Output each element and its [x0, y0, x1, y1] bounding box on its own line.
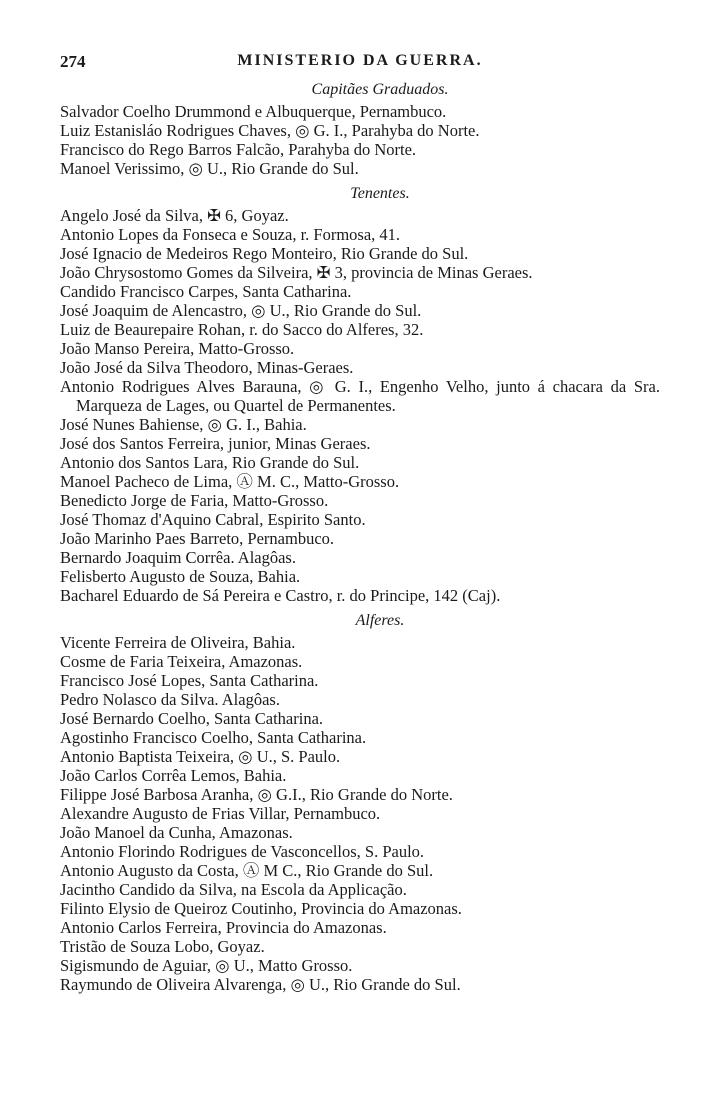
list-item: Felisberto Augusto de Souza, Bahia.: [60, 567, 301, 586]
list-item: Antonio Baptista Teixeira, ◎ U., S. Paulo.: [60, 747, 341, 766]
list-item: Bacharel Eduardo de Sá Pereira e Castro, r. do Principe, 142 (Caj).: [60, 586, 501, 605]
list-item: Francisco José Lopes, Santa Catharina.: [60, 671, 319, 690]
list-item: José Ignacio de Medeiros Rego Monteiro, Rio Grande do Sul.: [60, 244, 469, 263]
page-number: 274: [60, 52, 86, 71]
list-item: Angelo José da Silva, ✠ 6, Goyaz.: [60, 206, 289, 225]
section-capitaes-graduados: [60, 78, 660, 178]
list-item: Filippe José Barbosa Aranha, ◎ G.I., Rio Grande do Norte.: [60, 785, 453, 804]
list-item: Pedro Nolasco da Silva. Alagôas.: [60, 690, 280, 709]
list-item: José Joaquim de Alencastro, ◎ U., Rio Grande do Sul.: [60, 301, 422, 320]
list-item: Jacintho Candido da Silva, na Escola da Applicação.: [60, 880, 407, 899]
list-item: João Chrysostomo Gomes da Silveira, ✠ 3, provincia de Minas Geraes.: [60, 263, 533, 282]
list-item: João Manoel da Cunha, Amazonas.: [60, 823, 293, 842]
page-content: [60, 78, 660, 998]
list-item: José Thomaz d'Aquino Cabral, Espirito Santo.: [60, 510, 366, 529]
list-item: João Marinho Paes Barreto, Pernambuco.: [60, 529, 335, 548]
list-item: José dos Santos Ferreira, junior, Minas Geraes.: [60, 434, 371, 453]
list-item: João José da Silva Theodoro, Minas-Geraes.: [60, 358, 354, 377]
page-header: [60, 52, 660, 76]
list-item: Antonio Lopes da Fonseca e Souza, r. Formosa, 41.: [60, 225, 401, 244]
list-item: Antonio Augusto da Costa, Ⓐ M C., Rio Grande do Sul.: [60, 861, 434, 880]
list-item: Sigismundo de Aguiar, ◎ U., Matto Grosso.: [60, 956, 353, 975]
list-item: José Nunes Bahiense, ◎ G. I., Bahia.: [60, 415, 307, 434]
list-item: Vicente Ferreira de Oliveira, Bahia.: [60, 633, 296, 652]
list-item: Luiz Estanisláo Rodrigues Chaves, ◎ G. I., Parahyba do Norte.: [60, 121, 480, 140]
section-title: Capitães Graduados.: [311, 81, 449, 98]
list-item: Agostinho Francisco Coelho, Santa Catharina.: [60, 728, 367, 747]
list-item: Luiz de Beaurepaire Rohan, r. do Sacco do Alferes, 32.: [60, 320, 424, 339]
running-title: MINISTERIO DA GUERRA.: [237, 52, 483, 69]
section-title: Alferes.: [355, 612, 405, 629]
list-item: Alexandre Augusto de Frias Villar, Pernambuco.: [60, 804, 381, 823]
list-item: Antonio Rodrigues Alves Barauna, ◎ G. I., Engenho Velho, junto á chacara da Sra. Marqueza de Lages, ou Quartel de Permanentes.: [60, 377, 660, 415]
section-alferes: [60, 609, 660, 994]
list-item: João Carlos Corrêa Lemos, Bahia.: [60, 766, 287, 785]
list-item: Benedicto Jorge de Faria, Matto-Grosso.: [60, 491, 329, 510]
list-item: Candido Francisco Carpes, Santa Catharina.: [60, 282, 352, 301]
list-item: Antonio Florindo Rodrigues de Vasconcellos, S. Paulo.: [60, 842, 425, 861]
list-item: Manoel Pacheco de Lima, Ⓐ M. C., Matto-Grosso.: [60, 472, 400, 491]
list-item: Antonio dos Santos Lara, Rio Grande do Sul.: [60, 453, 360, 472]
list-item: Filinto Elysio de Queiroz Coutinho, Provincia do Amazonas.: [60, 899, 462, 918]
list-item: Francisco do Rego Barros Falcão, Parahyba do Norte.: [60, 140, 417, 159]
list-item: Tristão de Souza Lobo, Goyaz.: [60, 937, 265, 956]
list-item: João Manso Pereira, Matto-Grosso.: [60, 339, 295, 358]
list-item: Antonio Carlos Ferreira, Provincia do Amazonas.: [60, 918, 387, 937]
list-item: Raymundo de Oliveira Alvarenga, ◎ U., Rio Grande do Sul.: [60, 975, 461, 994]
list-item: Manoel Verissimo, ◎ U., Rio Grande do Sul.: [60, 159, 359, 178]
list-item: José Bernardo Coelho, Santa Catharina.: [60, 709, 324, 728]
section-title: Tenentes.: [350, 185, 410, 202]
list-item: Salvador Coelho Drummond e Albuquerque, Pernambuco.: [60, 102, 447, 121]
section-tenentes: [60, 182, 660, 605]
list-item: Cosme de Faria Teixeira, Amazonas.: [60, 652, 303, 671]
list-item: Bernardo Joaquim Corrêa. Alagôas.: [60, 548, 296, 567]
